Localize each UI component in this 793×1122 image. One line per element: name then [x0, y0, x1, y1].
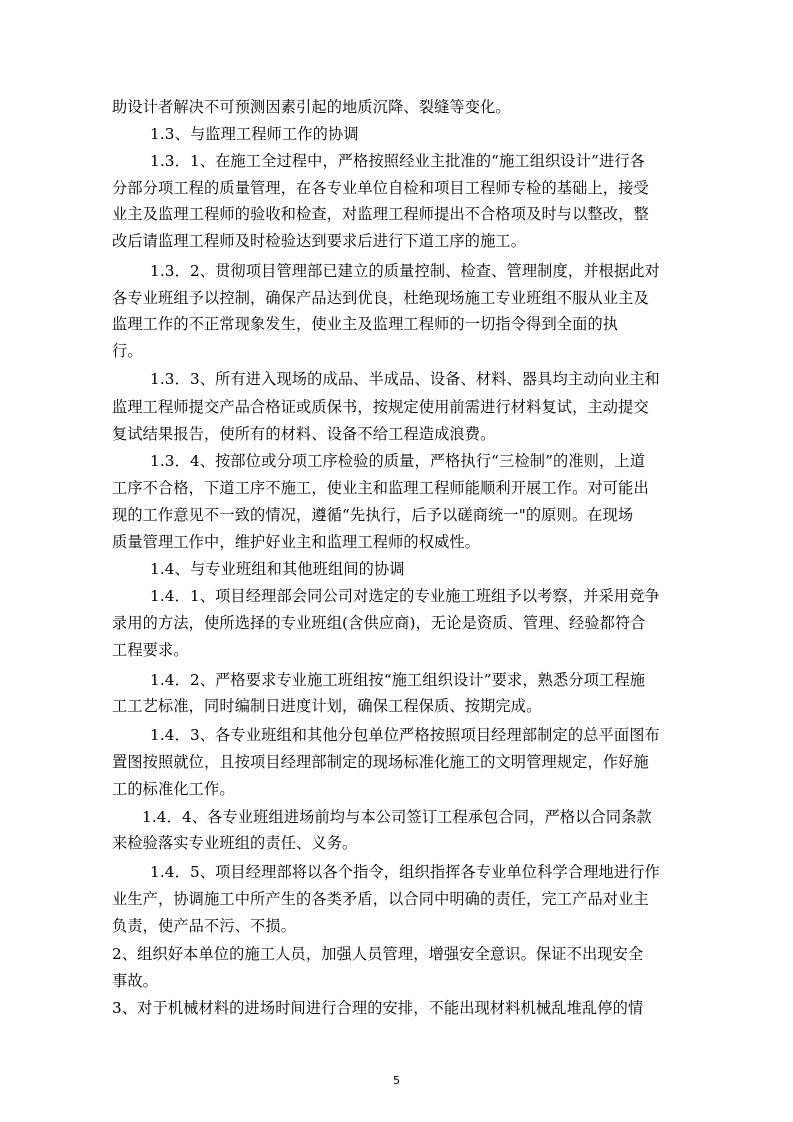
- text-line: 分部分项工程的质量管理，在各专业单位自检和项目工程师专检的基础上，接受: [112, 179, 649, 197]
- text-line: 来检验落实专业班组的责任、义务。: [112, 834, 358, 852]
- text-line: 工序不合格，下道工序不施工，使业主和监理工程师能顺利开展工作。对可能出: [112, 479, 649, 497]
- text-line: 1.4．2、严格要求专业施工班组按“施工组织设计”要求，熟悉分项工程施: [150, 671, 646, 689]
- text-line: 1.3．4、按部位或分项工序检验的质量，严格执行“三检制”的准则，上道: [150, 452, 646, 470]
- text-line: 工的标准化工作。: [112, 780, 235, 798]
- text-line: 助设计者解决不可预测因素引起的地质沉降、裂缝等变化。: [112, 98, 511, 116]
- text-line: 3、对于机械材料的进场时间进行合理的安排，不能出现材料机械乱堆乱停的情: [112, 999, 644, 1017]
- text-line: 现的工作意见不一致的情况，遵循“先执行，后予以磋商统一"的原则。在现场: [112, 506, 634, 524]
- text-line: 1.3．3、所有进入现场的成品、半成品、设备、材料、器具均主动向业主和: [150, 370, 660, 388]
- text-line: 业主及监理工程师的验收和检查，对监理工程师提出不合格项及时与以整改，整: [112, 205, 649, 223]
- text-line: 工程要求。: [112, 641, 189, 659]
- text-line: 复试结果报告，使所有的材料、设备不给工程造成浪费。: [112, 425, 496, 443]
- text-line: 1.4．1、项目经理部会同公司对选定的专业施工班组予以考察，并采用竞争: [150, 587, 660, 605]
- text-line: 行。: [112, 342, 143, 360]
- text-line: 1.4．5、项目经理部将以各个指令，组织指挥各专业单位科学合理地进行作: [150, 863, 660, 881]
- text-line: 1.3．1、在施工全过程中，严格按照经业主批准的“施工组织设计”进行各: [150, 152, 646, 170]
- text-line: 业生产，协调施工中所产生的各类矛盾，以合同中明确的责任，完工产品对业主: [112, 890, 649, 908]
- text-line: 监理工作的不正常现象发生，使业主及监理工程师的一切指令得到全面的执: [112, 315, 619, 333]
- section-heading: 1.3、与监理工程师工作的协调: [150, 125, 359, 143]
- text-line: 事故。: [112, 972, 159, 990]
- text-line: 1.4．4、各专业班组进场前均与本公司签订工程承包合同，严格以合同条款: [142, 808, 652, 826]
- text-line: 工工艺标准，同时编制日进度计划，确保工程保质、按期完成。: [112, 697, 542, 715]
- text-line: 负责，使产品不污、不损。: [112, 917, 297, 935]
- text-line: 2、组织好本单位的施工人员，加强人员管理，增强安全意识。保证不出现安全: [112, 945, 644, 963]
- text-line: 监理工程师提交产品合格证或质保书，按规定使用前需进行材料复试，主动提交: [112, 398, 649, 416]
- section-heading: 1.4、与专业班组和其他班组间的协调: [150, 560, 405, 578]
- text-line: 改后请监理工程师及时检验达到要求后进行下道工序的施工。: [112, 232, 527, 250]
- page-number: 5: [393, 1074, 400, 1087]
- text-line: 1.4．3、各专业班组和其他分包单位严格按照项目经理部制定的总平面图布: [150, 726, 660, 744]
- text-line: 录用的方法，使所选择的专业班组(含供应商)，无论是资质、管理、经验都符合: [112, 614, 646, 632]
- text-line: 置图按照就位，且按项目经理部制定的现场标准化施工的文明管理规定，作好施: [112, 753, 649, 771]
- text-line: 质量管理工作中，维护好业主和监理工程师的权威性。: [112, 533, 481, 551]
- text-line: 各专业班组予以控制，确保产品达到优良，杜绝现场施工专业班组不服从业主及: [112, 289, 649, 307]
- text-line: 1.3．2、贯彻项目管理部已建立的质量控制、检查、管理制度，并根据此对: [150, 262, 660, 280]
